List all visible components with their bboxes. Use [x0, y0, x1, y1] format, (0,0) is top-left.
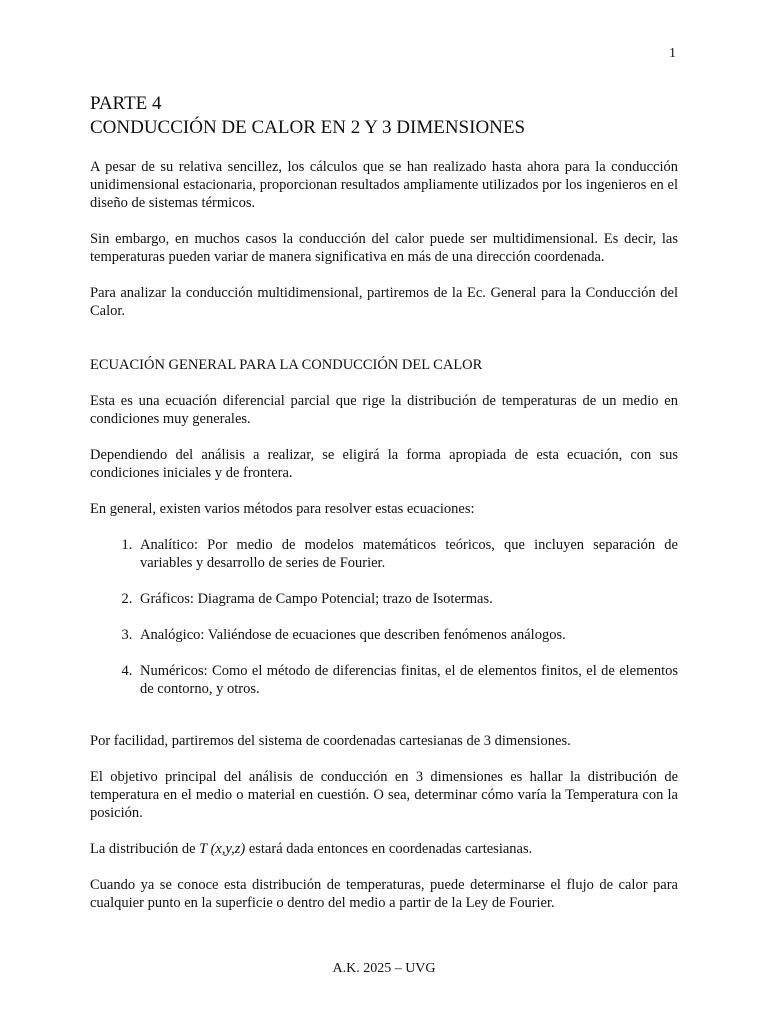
closing-paragraph: Por facilidad, partiremos del sistema de coordenadas cartesianas de 3 dimensiones. [90, 733, 571, 749]
section-paragraph: En general, existen varios métodos para resolver estas ecuaciones: [90, 501, 475, 517]
closing-paragraph: Cuando ya se conoce esta distribución de temperaturas, puede determinarse el flujo de calor para cualquier punto en la superficie o dentro del medio a partir de la Ley de Fourier. [90, 877, 678, 911]
text-fragment: estará dada entonces en coordenadas cartesianas. [245, 841, 533, 857]
section-heading: ECUACIÓN GENERAL PARA LA CONDUCCIÓN DEL CALOR [90, 357, 483, 373]
text-fragment: La distribución de [90, 841, 200, 857]
intro-paragraph: Para analizar la conducción multidimensional, partiremos de la Ec. General para la Conducción del Calor. [90, 285, 678, 319]
methods-list [90, 536, 678, 698]
title-line-1: PARTE 4 [90, 93, 162, 114]
list-item: 1. Analítico: Por medio de modelos matemáticos teóricos, que incluyen separación de variables y desarrollo de series de Fourier. [136, 536, 678, 572]
page-content [90, 92, 678, 930]
list-item: 2. Gráficos: Diagrama de Campo Potencial; trazo de Isotermas. [136, 590, 678, 608]
section-paragraph: Dependiendo del análisis a realizar, se eligirá la forma apropiada de esta ecuación, con sus condiciones iniciales y de frontera. [90, 447, 678, 481]
page-title [90, 92, 678, 140]
intro-paragraph: A pesar de su relativa sencillez, los cálculos que se han realizado hasta ahora para la conducción unidimensional estacionaria, proporcionan resultados ampliamente utilizados por los ingenieros en el diseño de sistemas térmicos. [90, 159, 678, 211]
list-item: 4. Numéricos: Como el método de diferencias finitas, el de elementos finitos, el de elementos de contorno, y otros. [136, 662, 678, 698]
section-paragraph: Esta es una ecuación diferencial parcial que rige la distribución de temperaturas de un medio en condiciones muy generales. [90, 393, 678, 427]
title-line-2: CONDUCCIÓN DE CALOR EN 2 Y 3 DIMENSIONES [90, 117, 526, 138]
formula-txyz: T (x,y,z) [199, 841, 246, 857]
closing-paragraph: El objetivo principal del análisis de conducción en 3 dimensiones es hallar la distribución de temperatura en el medio o material en cuestión. O sea, determinar cómo varía la Temperatura con la posición. [90, 769, 678, 821]
page-number: 1 [669, 46, 676, 61]
closing-paragraph [90, 840, 678, 858]
list-item: 3. Analógico: Valiéndose de ecuaciones que describen fenómenos análogos. [136, 626, 678, 644]
intro-paragraph: Sin embargo, en muchos casos la conducción del calor puede ser multidimensional. Es decir, las temperaturas pueden variar de manera significativa en más de una dirección coordenada. [90, 231, 678, 265]
page-footer: A.K. 2025 – UVG [332, 961, 436, 976]
